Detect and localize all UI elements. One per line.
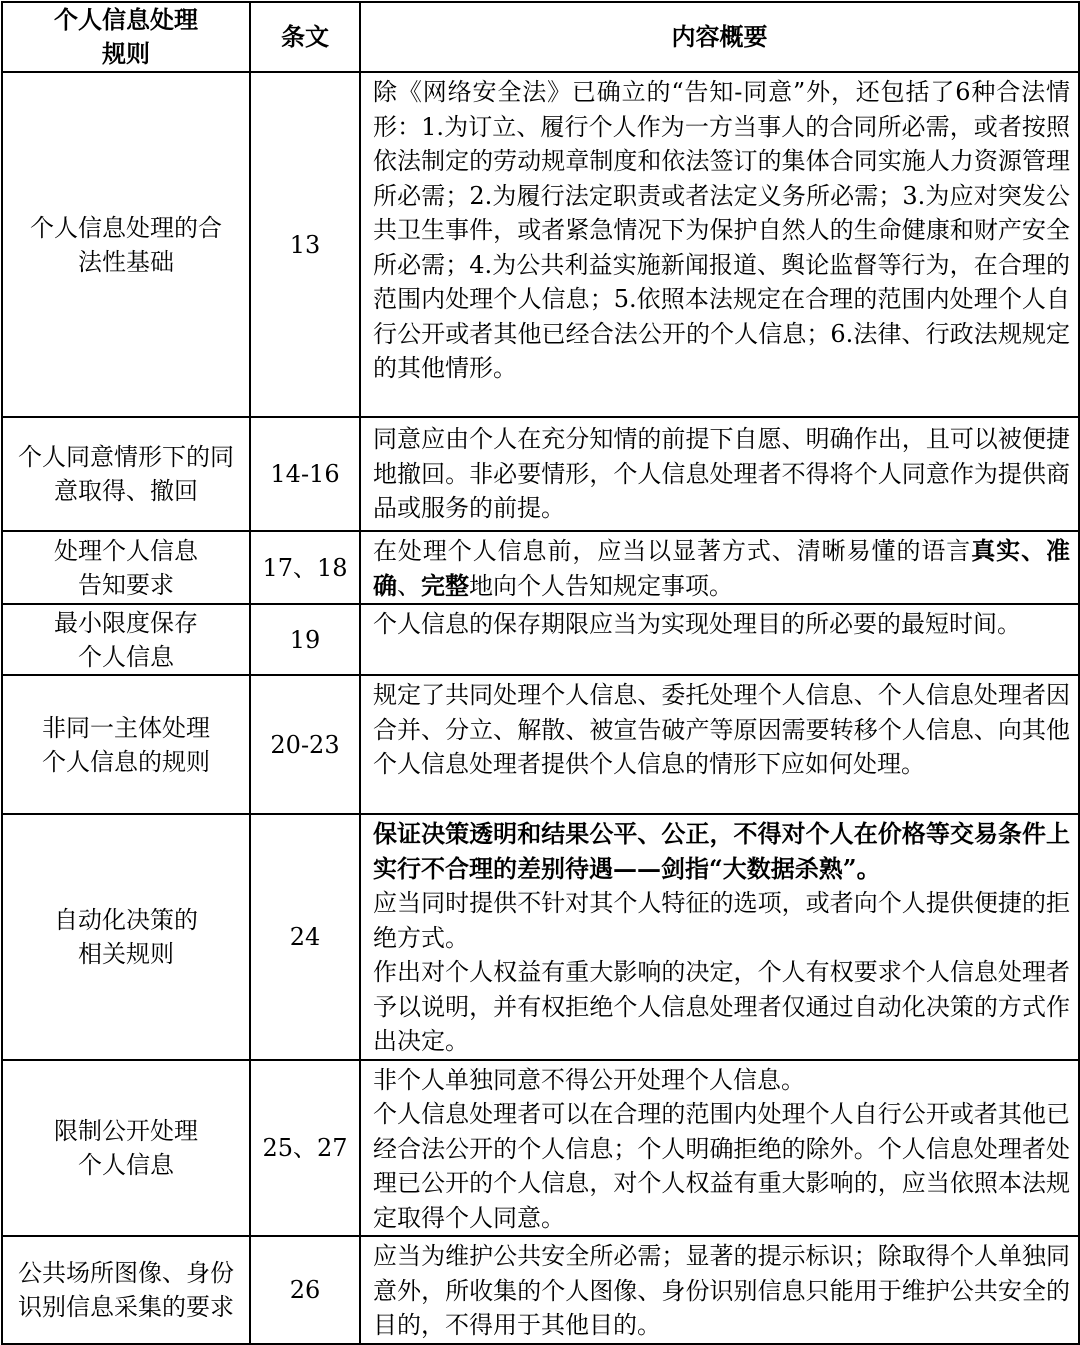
content-summary <box>360 72 1079 417</box>
content-plain: 地向个人告知规定事项。 <box>469 571 733 600</box>
rule-name-line: 最小限度保存 <box>54 608 198 637</box>
content-summary <box>360 814 1079 1060</box>
content-bold: 完整 <box>421 570 469 600</box>
rule-name-line: 相关规则 <box>78 939 174 968</box>
content-summary <box>360 531 1079 604</box>
article-number: 13 <box>250 72 360 417</box>
content-summary <box>360 1236 1079 1344</box>
table-row <box>2 814 1079 1060</box>
rule-name <box>2 814 250 1060</box>
table-row <box>2 72 1079 417</box>
regulation-table <box>1 1 1080 1345</box>
article-number: 25、27 <box>250 1060 360 1237</box>
rule-name <box>2 531 250 604</box>
table-row <box>2 417 1079 531</box>
table-row <box>2 1060 1079 1237</box>
article-number: 17、18 <box>250 531 360 604</box>
rule-name: 公共场所图像、身份识别信息采集的要求 <box>2 1236 250 1344</box>
article-number: 20-23 <box>250 675 360 814</box>
table-header-row <box>2 2 1079 72</box>
table-row <box>2 531 1079 604</box>
rule-name: 个人信息处理的合法性基础 <box>2 72 250 417</box>
table-row <box>2 604 1079 675</box>
content-summary <box>360 675 1079 814</box>
rule-name: 个人同意情形下的同意取得、撤回 <box>2 417 250 531</box>
article-number: 26 <box>250 1236 360 1344</box>
article-number: 24 <box>250 814 360 1060</box>
content-bold-paragraph: 保证决策透明和结果公平、公正，不得对个人在价格等交易条件上实行不合理的差别待遇——剑指“大数据杀熟”。 <box>373 819 1070 883</box>
table-row <box>2 1236 1079 1344</box>
content-text: 作出对个人权益有重大影响的决定，个人有权要求个人信息处理者予以说明，并有权拒绝个人信息处理者仅通过自动化决策的方式作出决定。 <box>373 958 1070 1055</box>
rule-name-line: 限制公开处理 <box>54 1116 198 1145</box>
content-text: 规定了共同处理个人信息、委托处理个人信息、个人信息处理者因合并、分立、解散、被宣告破产等原因需要转移个人信息、向其他个人信息处理者提供个人信息的情形下应如何处理。 <box>373 681 1070 778</box>
rule-name-line: 自动化决策的 <box>54 905 198 934</box>
rule-name-line: 个人信息 <box>78 1150 174 1179</box>
rule-name-line: 处理个人信息 <box>54 536 198 565</box>
content-text: 同意应由个人在充分知情的前提下自愿、明确作出，且可以被便捷地撤回。非必要情形，个人信息处理者不得将个人同意作为提供商品或服务的前提。 <box>373 425 1070 522</box>
rule-name-line: 个人信息 <box>78 642 174 671</box>
header-rule-text: 个人信息处理规则 <box>54 5 198 68</box>
article-number: 14-16 <box>250 417 360 531</box>
header-rule <box>2 2 250 72</box>
article-number: 19 <box>250 604 360 675</box>
content-plain: 在处理个人信息前，应当以显著方式、清晰易懂的语言 <box>373 537 972 565</box>
rule-name <box>2 675 250 814</box>
content-text: 非个人单独同意不得公开处理个人信息。 <box>373 1065 805 1094</box>
content-text <box>373 534 1070 603</box>
content-text: 个人信息的保存期限应当为实现处理目的所必要的最短时间。 <box>373 610 1021 638</box>
rule-name-line: 告知要求 <box>78 570 174 599</box>
content-text: 个人信息处理者可以在合理的范围内处理个人自行公开或者其他已经合法公开的个人信息；个人明确拒绝的除外。个人信息处理者处理已公开的个人信息，对个人权益有重大影响的，应当依照本法规定取得个人同意。 <box>373 1100 1070 1232</box>
table-row <box>2 675 1079 814</box>
rule-name-line: 个人信息的规则 <box>42 747 210 776</box>
header-summary: 内容概要 <box>360 2 1079 72</box>
rule-name <box>2 1060 250 1237</box>
header-article: 条文 <box>250 2 360 72</box>
content-bold: 真实、准确 <box>373 536 1071 600</box>
content-text: 应当为维护公共安全所必需；显著的提示标识；除取得个人单独同意外，所收集的个人图像、身份识别信息只能用于维护公共安全的目的，不得用于其他目的。 <box>373 1242 1070 1339</box>
rule-name-line: 非同一主体处理 <box>42 713 210 742</box>
content-summary <box>360 604 1079 675</box>
content-summary <box>360 417 1079 531</box>
content-text: 除《网络安全法》已确立的“告知-同意”外，还包括了6种合法情形：1.为订立、履行个人作为一方当事人的合同所必需，或者按照依法制定的劳动规章制度和依法签订的集体合同实施人力资源管理所必需；2.为履行法定职责或者法定义务所必需；3.为应对突发公共卫生事件，或者紧急情况下为保护自然人的生命健康和财产安全所必需；4.为公共利益实施新闻报道、舆论监督等行为，在合理的范围内处理个人信息；5.依照本法规定在合理的范围内处理个人自行公开或者其他已经合法公开的个人信息；6.法律、行政法规规定的其他情形。 <box>373 78 1070 382</box>
content-text: 应当同时提供不针对其个人特征的选项，或者向个人提供便捷的拒绝方式。 <box>373 889 1070 952</box>
content-plain: 、 <box>397 571 421 600</box>
rule-name <box>2 604 250 675</box>
content-summary <box>360 1060 1079 1237</box>
